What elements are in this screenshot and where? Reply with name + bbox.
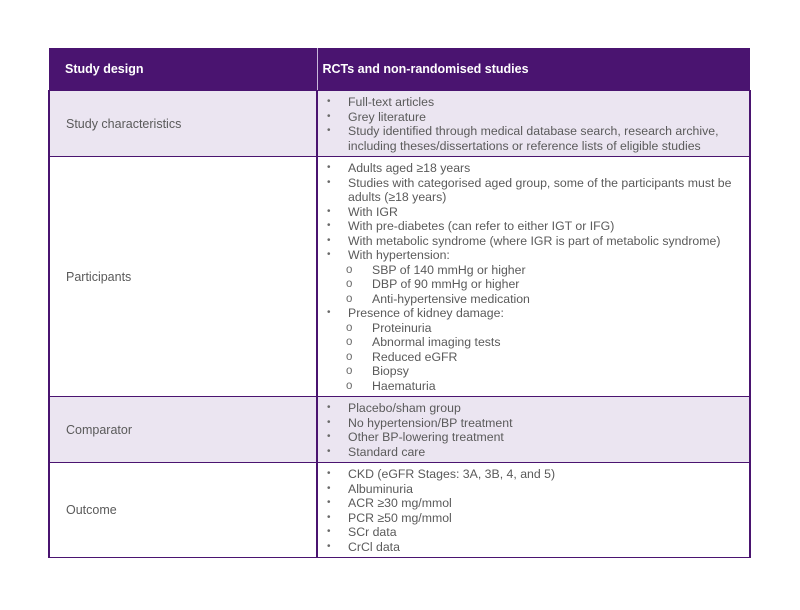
sub-list-item: o Abnormal imaging tests <box>346 335 501 349</box>
row-content <box>317 397 750 463</box>
bullet-icon: • <box>327 511 331 523</box>
sub-list-item: o Biopsy <box>346 364 409 378</box>
table-row-comparator <box>49 397 750 463</box>
row-content <box>317 91 750 157</box>
bullet-icon: • <box>327 526 331 537</box>
bullet-icon: • <box>327 402 331 413</box>
bullet-icon: • <box>327 445 331 457</box>
list-item: • Albuminuria <box>327 481 413 496</box>
list-item: • With hypertension: o SBP of 140 mmHg or higher o DBP of 90 mmHg or higher o Anti-hypertensive medication <box>324 248 735 306</box>
bullet-icon: • <box>327 497 331 508</box>
row-label: Study characteristics <box>49 91 317 157</box>
bullet-icon: • <box>327 96 331 107</box>
list-item: • With IGR <box>327 204 398 219</box>
bullet-icon: • <box>327 234 331 246</box>
circle-bullet-icon: o <box>346 278 353 290</box>
bullet-icon: • <box>327 176 331 188</box>
row-label: Outcome <box>49 463 317 558</box>
list-item: • PCR ≥50 mg/mmol <box>327 510 452 525</box>
list-item: • Study identified through medical database search, research archive, including theses/dissertations or reference lists of eligible studies <box>327 124 719 153</box>
header-study-design: Study design <box>49 48 317 91</box>
bullet-icon: • <box>327 416 331 428</box>
circle-bullet-icon: o <box>346 292 353 305</box>
list-item: • With metabolic syndrome (where IGR is part of metabolic syndrome) <box>327 233 721 248</box>
circle-bullet-icon: o <box>346 336 353 348</box>
table-row-participants <box>49 157 750 397</box>
list-item: • Studies with categorised aged group, some of the participants must be adults (≥18 years) <box>327 175 732 204</box>
bullet-icon: • <box>327 431 331 442</box>
table-row-study-characteristics <box>49 91 750 157</box>
sub-list-item: o Haematuria <box>346 378 436 393</box>
list-item: • Grey literature <box>327 109 426 124</box>
row-label: Participants <box>49 157 317 397</box>
sub-list-item: o SBP of 140 mmHg or higher <box>346 262 526 277</box>
table-header-row <box>49 48 750 91</box>
header-rcts: RCTs and non-randomised studies <box>317 48 750 91</box>
list-item: • Other BP-lowering treatment <box>327 430 504 444</box>
bullet-icon: • <box>327 540 331 552</box>
list-item: • Placebo/sham group <box>327 401 461 415</box>
bullet-icon: • <box>327 307 331 318</box>
sub-list-item: o Anti-hypertensive medication <box>346 291 530 306</box>
list-item: • No hypertension/BP treatment <box>327 415 513 430</box>
circle-bullet-icon: o <box>346 379 353 392</box>
circle-bullet-icon: o <box>346 365 353 377</box>
bullet-icon: • <box>327 110 331 122</box>
circle-bullet-icon: o <box>346 321 353 334</box>
list-item: • With pre-diabetes (can refer to either IGT or IFG) <box>327 219 615 233</box>
list-item: • Full-text articles <box>327 95 435 109</box>
list-item: • Standard care <box>327 444 426 459</box>
sub-list-item: o Reduced eGFR <box>346 349 458 364</box>
bullet-icon: • <box>327 468 331 479</box>
bullet-icon: • <box>327 162 331 173</box>
bullet-icon: • <box>327 205 331 217</box>
list-item: • ACR ≥30 mg/mmol <box>327 496 452 510</box>
sub-list <box>348 321 735 394</box>
row-label: Comparator <box>49 397 317 463</box>
list-item: • Adults aged ≥18 years <box>327 161 471 175</box>
bullet-icon: • <box>327 125 331 136</box>
list-item: • Presence of kidney damage: o Proteinuria o Abnormal imaging tests o Reduced eGFR o Biopsy o Haematuria <box>324 306 735 393</box>
circle-bullet-icon: o <box>346 263 353 276</box>
bullet-icon: • <box>327 220 331 231</box>
list-item: • SCr data <box>327 525 397 539</box>
sub-list-item: o Proteinuria <box>346 320 432 335</box>
table-row-outcome <box>49 463 750 558</box>
row-content <box>317 463 750 558</box>
sub-list-item: o DBP of 90 mmHg or higher <box>346 277 520 291</box>
sub-list <box>348 263 735 307</box>
bullet-icon: • <box>327 482 331 494</box>
bullet-icon: • <box>327 249 331 260</box>
list-item: • CrCl data <box>327 539 400 554</box>
study-design-table <box>48 48 751 558</box>
circle-bullet-icon: o <box>346 350 353 363</box>
row-content <box>317 157 750 397</box>
list-item: • CKD (eGFR Stages: 3A, 3B, 4, and 5) <box>327 467 556 481</box>
